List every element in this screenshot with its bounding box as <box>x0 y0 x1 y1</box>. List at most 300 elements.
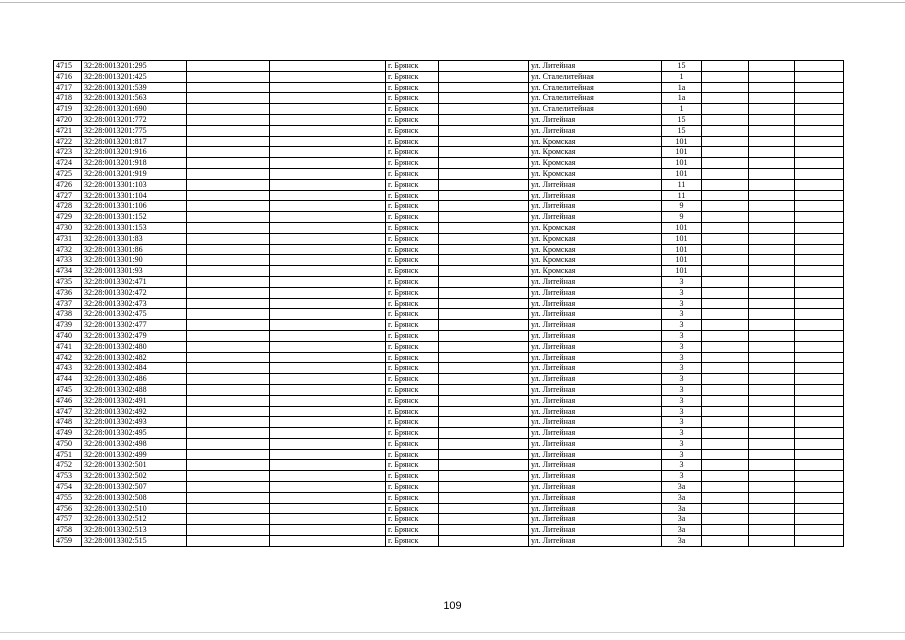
empty-cell <box>749 298 795 309</box>
house-number-cell: 3 <box>662 460 702 471</box>
empty-cell <box>749 406 795 417</box>
empty-cell <box>702 266 749 277</box>
cadastral-number-cell: 32:28:0013302:499 <box>82 449 187 460</box>
street-cell: ул. Литейная <box>529 482 662 493</box>
house-number-cell: 3а <box>662 525 702 536</box>
record-number-cell: 4746 <box>54 395 82 406</box>
city-cell: г. Брянск <box>386 244 439 255</box>
street-cell: ул. Литейная <box>529 201 662 212</box>
empty-cell <box>749 341 795 352</box>
street-cell: ул. Литейная <box>529 352 662 363</box>
city-cell: г. Брянск <box>386 233 439 244</box>
house-number-cell: 15 <box>662 61 702 72</box>
empty-cell <box>439 525 529 536</box>
table-row <box>54 460 844 471</box>
house-number-cell: 3 <box>662 352 702 363</box>
empty-cell <box>439 384 529 395</box>
empty-cell <box>439 428 529 439</box>
empty-cell <box>795 190 844 201</box>
table-row <box>54 222 844 233</box>
cadastral-number-cell: 32:28:0013201:539 <box>82 82 187 93</box>
empty-cell <box>270 125 386 136</box>
table-row <box>54 330 844 341</box>
street-cell: ул. Литейная <box>529 320 662 331</box>
empty-cell <box>439 298 529 309</box>
empty-cell <box>702 536 749 547</box>
table-row <box>54 341 844 352</box>
street-cell: ул. Литейная <box>529 384 662 395</box>
cadastral-number-cell: 32:28:0013301:104 <box>82 190 187 201</box>
empty-cell <box>795 222 844 233</box>
cadastral-number-cell: 32:28:0013302:510 <box>82 503 187 514</box>
record-number-cell: 4737 <box>54 298 82 309</box>
cadastral-number-cell: 32:28:0013301:106 <box>82 201 187 212</box>
empty-cell <box>187 363 270 374</box>
empty-cell <box>749 438 795 449</box>
empty-cell <box>749 536 795 547</box>
record-number-cell: 4756 <box>54 503 82 514</box>
empty-cell <box>795 266 844 277</box>
table-row <box>54 255 844 266</box>
empty-cell <box>795 93 844 104</box>
record-number-cell: 4720 <box>54 114 82 125</box>
empty-cell <box>702 341 749 352</box>
empty-cell <box>270 309 386 320</box>
empty-cell <box>795 320 844 331</box>
cadastral-number-cell: 32:28:0013302:472 <box>82 287 187 298</box>
empty-cell <box>187 406 270 417</box>
empty-cell <box>187 525 270 536</box>
empty-cell <box>187 61 270 72</box>
record-number-cell: 4743 <box>54 363 82 374</box>
city-cell: г. Брянск <box>386 266 439 277</box>
empty-cell <box>749 266 795 277</box>
cadastral-number-cell: 32:28:0013302:501 <box>82 460 187 471</box>
empty-cell <box>749 330 795 341</box>
city-cell: г. Брянск <box>386 287 439 298</box>
house-number-cell: 3 <box>662 471 702 482</box>
empty-cell <box>795 125 844 136</box>
empty-cell <box>270 255 386 266</box>
city-cell: г. Брянск <box>386 158 439 169</box>
empty-cell <box>795 536 844 547</box>
table-row <box>54 309 844 320</box>
empty-cell <box>702 330 749 341</box>
house-number-cell: 1 <box>662 104 702 115</box>
empty-cell <box>702 222 749 233</box>
empty-cell <box>749 61 795 72</box>
empty-cell <box>270 341 386 352</box>
empty-cell <box>749 503 795 514</box>
city-cell: г. Брянск <box>386 514 439 525</box>
street-cell: ул. Литейная <box>529 449 662 460</box>
street-cell: ул. Литейная <box>529 363 662 374</box>
city-cell: г. Брянск <box>386 363 439 374</box>
city-cell: г. Брянск <box>386 395 439 406</box>
empty-cell <box>187 428 270 439</box>
empty-cell <box>270 449 386 460</box>
empty-cell <box>702 438 749 449</box>
empty-cell <box>795 233 844 244</box>
empty-cell <box>702 460 749 471</box>
empty-cell <box>439 266 529 277</box>
street-cell: ул. Литейная <box>529 179 662 190</box>
empty-cell <box>749 168 795 179</box>
city-cell: г. Брянск <box>386 492 439 503</box>
table-row <box>54 449 844 460</box>
empty-cell <box>270 93 386 104</box>
city-cell: г. Брянск <box>386 114 439 125</box>
city-cell: г. Брянск <box>386 61 439 72</box>
empty-cell <box>270 158 386 169</box>
empty-cell <box>270 438 386 449</box>
empty-cell <box>439 190 529 201</box>
record-number-cell: 4733 <box>54 255 82 266</box>
record-number-cell: 4751 <box>54 449 82 460</box>
street-cell: ул. Литейная <box>529 438 662 449</box>
house-number-cell: 3 <box>662 298 702 309</box>
city-cell: г. Брянск <box>386 212 439 223</box>
empty-cell <box>187 492 270 503</box>
empty-cell <box>439 449 529 460</box>
empty-cell <box>795 438 844 449</box>
empty-cell <box>749 525 795 536</box>
empty-cell <box>439 147 529 158</box>
document-page <box>53 60 843 547</box>
record-number-cell: 4759 <box>54 536 82 547</box>
house-number-cell: 101 <box>662 158 702 169</box>
house-number-cell: 3 <box>662 438 702 449</box>
street-cell: ул. Кромская <box>529 244 662 255</box>
record-number-cell: 4749 <box>54 428 82 439</box>
empty-cell <box>187 147 270 158</box>
table-row <box>54 158 844 169</box>
city-cell: г. Брянск <box>386 330 439 341</box>
record-number-cell: 4747 <box>54 406 82 417</box>
empty-cell <box>795 114 844 125</box>
empty-cell <box>187 471 270 482</box>
empty-cell <box>270 460 386 471</box>
house-number-cell: 101 <box>662 147 702 158</box>
empty-cell <box>749 136 795 147</box>
empty-cell <box>702 298 749 309</box>
empty-cell <box>187 244 270 255</box>
city-cell: г. Брянск <box>386 428 439 439</box>
empty-cell <box>702 320 749 331</box>
cadastral-number-cell: 32:28:0013302:493 <box>82 417 187 428</box>
cadastral-number-cell: 32:28:0013301:103 <box>82 179 187 190</box>
city-cell: г. Брянск <box>386 536 439 547</box>
empty-cell <box>749 384 795 395</box>
city-cell: г. Брянск <box>386 406 439 417</box>
empty-cell <box>795 384 844 395</box>
empty-cell <box>795 82 844 93</box>
empty-cell <box>749 309 795 320</box>
cadastral-number-cell: 32:28:0013302:513 <box>82 525 187 536</box>
empty-cell <box>187 222 270 233</box>
cadastral-number-cell: 32:28:0013302:484 <box>82 363 187 374</box>
record-number-cell: 4717 <box>54 82 82 93</box>
empty-cell <box>270 503 386 514</box>
empty-cell <box>702 168 749 179</box>
record-number-cell: 4748 <box>54 417 82 428</box>
house-number-cell: 9 <box>662 201 702 212</box>
house-number-cell: 101 <box>662 244 702 255</box>
cadastral-number-cell: 32:28:0013302:492 <box>82 406 187 417</box>
street-cell: ул. Литейная <box>529 190 662 201</box>
street-cell: ул. Литейная <box>529 428 662 439</box>
empty-cell <box>439 374 529 385</box>
empty-cell <box>439 406 529 417</box>
empty-cell <box>270 114 386 125</box>
empty-cell <box>702 363 749 374</box>
empty-cell <box>702 352 749 363</box>
city-cell: г. Брянск <box>386 125 439 136</box>
cadastral-registry-table <box>53 60 844 547</box>
house-number-cell: 1а <box>662 82 702 93</box>
table-row <box>54 212 844 223</box>
city-cell: г. Брянск <box>386 341 439 352</box>
house-number-cell: 1 <box>662 71 702 82</box>
city-cell: г. Брянск <box>386 417 439 428</box>
empty-cell <box>187 287 270 298</box>
empty-cell <box>439 276 529 287</box>
cadastral-number-cell: 32:28:0013201:425 <box>82 71 187 82</box>
empty-cell <box>795 201 844 212</box>
house-number-cell: 101 <box>662 222 702 233</box>
table-row <box>54 104 844 115</box>
empty-cell <box>795 309 844 320</box>
empty-cell <box>270 233 386 244</box>
empty-cell <box>187 114 270 125</box>
cadastral-number-cell: 32:28:0013201:772 <box>82 114 187 125</box>
empty-cell <box>749 233 795 244</box>
empty-cell <box>795 61 844 72</box>
table-row <box>54 266 844 277</box>
table-row <box>54 114 844 125</box>
record-number-cell: 4738 <box>54 309 82 320</box>
street-cell: ул. Литейная <box>529 460 662 471</box>
house-number-cell: 1а <box>662 93 702 104</box>
empty-cell <box>749 222 795 233</box>
street-cell: ул. Литейная <box>529 298 662 309</box>
record-number-cell: 4741 <box>54 341 82 352</box>
city-cell: г. Брянск <box>386 179 439 190</box>
street-cell: ул. Литейная <box>529 471 662 482</box>
street-cell: ул. Кромская <box>529 266 662 277</box>
table-row <box>54 136 844 147</box>
record-number-cell: 4750 <box>54 438 82 449</box>
city-cell: г. Брянск <box>386 255 439 266</box>
city-cell: г. Брянск <box>386 374 439 385</box>
cadastral-number-cell: 32:28:0013302:508 <box>82 492 187 503</box>
table-row <box>54 93 844 104</box>
house-number-cell: 3 <box>662 363 702 374</box>
record-number-cell: 4755 <box>54 492 82 503</box>
empty-cell <box>795 482 844 493</box>
empty-cell <box>439 222 529 233</box>
street-cell: ул. Сталелитейная <box>529 71 662 82</box>
street-cell: ул. Литейная <box>529 374 662 385</box>
empty-cell <box>795 136 844 147</box>
house-number-cell: 11 <box>662 190 702 201</box>
table-row <box>54 320 844 331</box>
table-row <box>54 471 844 482</box>
house-number-cell: 3 <box>662 428 702 439</box>
record-number-cell: 4716 <box>54 71 82 82</box>
cadastral-number-cell: 32:28:0013302:473 <box>82 298 187 309</box>
empty-cell <box>702 114 749 125</box>
street-cell: ул. Литейная <box>529 341 662 352</box>
cadastral-number-cell: 32:28:0013302:491 <box>82 395 187 406</box>
empty-cell <box>270 104 386 115</box>
empty-cell <box>795 104 844 115</box>
house-number-cell: 3 <box>662 320 702 331</box>
empty-cell <box>270 136 386 147</box>
empty-cell <box>702 147 749 158</box>
empty-cell <box>795 255 844 266</box>
empty-cell <box>702 179 749 190</box>
house-number-cell: 101 <box>662 168 702 179</box>
empty-cell <box>795 460 844 471</box>
house-number-cell: 101 <box>662 266 702 277</box>
record-number-cell: 4725 <box>54 168 82 179</box>
empty-cell <box>187 93 270 104</box>
record-number-cell: 4744 <box>54 374 82 385</box>
registry-table-body <box>54 61 844 547</box>
table-row <box>54 406 844 417</box>
empty-cell <box>187 438 270 449</box>
empty-cell <box>439 503 529 514</box>
table-row <box>54 244 844 255</box>
table-row <box>54 276 844 287</box>
empty-cell <box>270 536 386 547</box>
empty-cell <box>749 179 795 190</box>
empty-cell <box>439 201 529 212</box>
empty-cell <box>702 125 749 136</box>
empty-cell <box>270 417 386 428</box>
empty-cell <box>702 71 749 82</box>
empty-cell <box>439 179 529 190</box>
city-cell: г. Брянск <box>386 147 439 158</box>
empty-cell <box>439 341 529 352</box>
house-number-cell: 15 <box>662 114 702 125</box>
cadastral-number-cell: 32:28:0013301:86 <box>82 244 187 255</box>
empty-cell <box>439 471 529 482</box>
record-number-cell: 4722 <box>54 136 82 147</box>
table-row <box>54 514 844 525</box>
empty-cell <box>749 482 795 493</box>
empty-cell <box>702 136 749 147</box>
record-number-cell: 4721 <box>54 125 82 136</box>
city-cell: г. Брянск <box>386 320 439 331</box>
empty-cell <box>270 287 386 298</box>
record-number-cell: 4718 <box>54 93 82 104</box>
table-row <box>54 352 844 363</box>
table-row <box>54 190 844 201</box>
empty-cell <box>270 363 386 374</box>
house-number-cell: 3а <box>662 492 702 503</box>
record-number-cell: 4727 <box>54 190 82 201</box>
empty-cell <box>439 136 529 147</box>
cadastral-number-cell: 32:28:0013302:482 <box>82 352 187 363</box>
empty-cell <box>702 212 749 223</box>
street-cell: ул. Кромская <box>529 158 662 169</box>
empty-cell <box>749 212 795 223</box>
cadastral-number-cell: 32:28:0013201:775 <box>82 125 187 136</box>
cadastral-number-cell: 32:28:0013302:488 <box>82 384 187 395</box>
empty-cell <box>187 320 270 331</box>
empty-cell <box>749 320 795 331</box>
record-number-cell: 4734 <box>54 266 82 277</box>
empty-cell <box>270 492 386 503</box>
house-number-cell: 3а <box>662 482 702 493</box>
empty-cell <box>795 503 844 514</box>
city-cell: г. Брянск <box>386 82 439 93</box>
empty-cell <box>187 266 270 277</box>
empty-cell <box>702 471 749 482</box>
empty-cell <box>187 255 270 266</box>
street-cell: ул. Литейная <box>529 492 662 503</box>
house-number-cell: 3а <box>662 536 702 547</box>
house-number-cell: 3 <box>662 330 702 341</box>
cadastral-number-cell: 32:28:0013302:475 <box>82 309 187 320</box>
empty-cell <box>187 460 270 471</box>
table-row <box>54 536 844 547</box>
empty-cell <box>749 492 795 503</box>
record-number-cell: 4757 <box>54 514 82 525</box>
empty-cell <box>749 363 795 374</box>
empty-cell <box>702 158 749 169</box>
empty-cell <box>795 298 844 309</box>
record-number-cell: 4719 <box>54 104 82 115</box>
table-row <box>54 82 844 93</box>
city-cell: г. Брянск <box>386 71 439 82</box>
empty-cell <box>795 428 844 439</box>
empty-cell <box>795 492 844 503</box>
cadastral-number-cell: 32:28:0013201:295 <box>82 61 187 72</box>
house-number-cell: 3а <box>662 503 702 514</box>
cadastral-number-cell: 32:28:0013302:495 <box>82 428 187 439</box>
empty-cell <box>270 525 386 536</box>
record-number-cell: 4745 <box>54 384 82 395</box>
empty-cell <box>702 104 749 115</box>
empty-cell <box>187 417 270 428</box>
empty-cell <box>439 104 529 115</box>
city-cell: г. Брянск <box>386 222 439 233</box>
empty-cell <box>749 287 795 298</box>
cadastral-number-cell: 32:28:0013302:477 <box>82 320 187 331</box>
city-cell: г. Брянск <box>386 352 439 363</box>
city-cell: г. Брянск <box>386 201 439 212</box>
empty-cell <box>187 212 270 223</box>
empty-cell <box>187 395 270 406</box>
table-row <box>54 395 844 406</box>
empty-cell <box>795 71 844 82</box>
table-row <box>54 384 844 395</box>
empty-cell <box>749 255 795 266</box>
empty-cell <box>702 276 749 287</box>
empty-cell <box>439 244 529 255</box>
street-cell: ул. Литейная <box>529 406 662 417</box>
empty-cell <box>187 201 270 212</box>
empty-cell <box>702 61 749 72</box>
empty-cell <box>439 330 529 341</box>
city-cell: г. Брянск <box>386 471 439 482</box>
empty-cell <box>270 471 386 482</box>
cadastral-number-cell: 32:28:0013302:486 <box>82 374 187 385</box>
empty-cell <box>749 417 795 428</box>
